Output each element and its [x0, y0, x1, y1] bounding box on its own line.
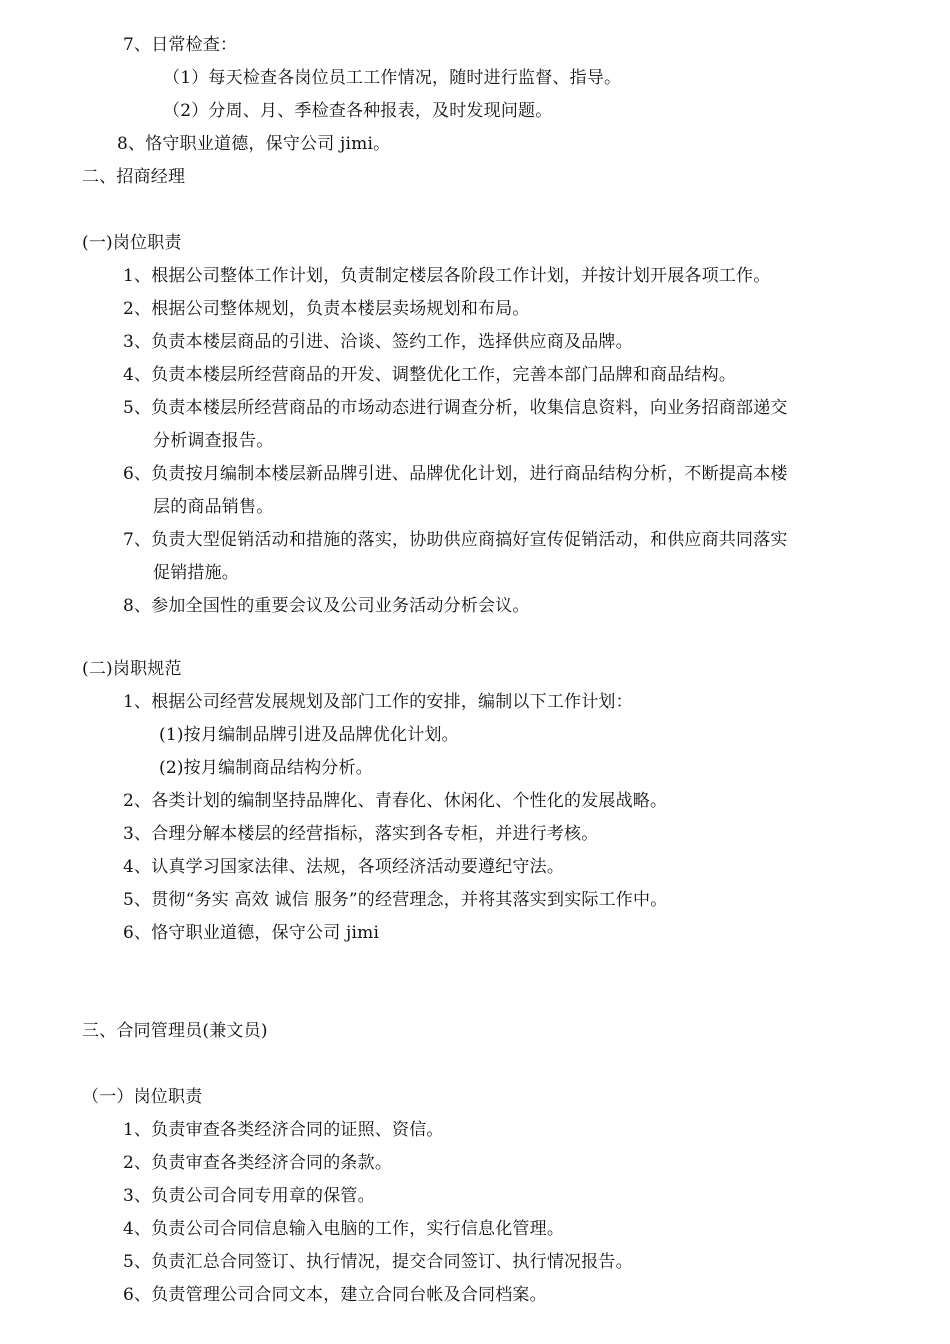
subsection-heading: (二)岗职规范 — [82, 659, 182, 679]
section-title: 二、招商经理 — [82, 167, 186, 187]
sub-list-item: （1）每天检查各岗位员工工作情况，随时进行监督、指导。 — [163, 68, 622, 88]
subsection-heading: (一)岗位职责 — [82, 233, 182, 253]
list-item-continuation: 促销措施。 — [153, 563, 239, 583]
list-item-continuation: 分析调查报告。 — [153, 431, 274, 451]
list-item: 7、负责大型促销活动和措施的落实，协助供应商搞好宣传促销活动，和供应商共同落实 — [123, 530, 788, 550]
list-item: 3、负责本楼层商品的引进、洽谈、签约工作，选择供应商及品牌。 — [123, 332, 633, 352]
list-item: 4、负责本楼层所经营商品的开发、调整优化工作，完善本部门品牌和商品结构。 — [123, 365, 737, 385]
list-item: 2、负责审查各类经济合同的条款。 — [123, 1153, 393, 1173]
list-item: 5、贯彻“务实 高效 诚信 服务”的经营理念，并将其落实到实际工作中。 — [123, 890, 668, 910]
list-item: 6、恪守职业道德，保守公司 jimi — [123, 923, 380, 943]
list-item: 4、负责公司合同信息输入电脑的工作，实行信息化管理。 — [123, 1219, 565, 1239]
list-item: 3、负责公司合同专用章的保管。 — [123, 1186, 375, 1206]
list-item: 4、认真学习国家法律、法规，各项经济活动要遵纪守法。 — [123, 857, 565, 877]
list-item: 5、负责本楼层所经营商品的市场动态进行调查分析，收集信息资料，向业务招商部递交 — [123, 398, 788, 418]
list-item: 3、合理分解本楼层的经营指标，落实到各专柜，并进行考核。 — [123, 824, 599, 844]
list-item: 8、参加全国性的重要会议及公司业务活动分析会议。 — [123, 596, 530, 616]
list-item: 2、各类计划的编制坚持品牌化、青春化、休闲化、个性化的发展战略。 — [123, 791, 668, 811]
list-item: 2、根据公司整体规划，负责本楼层卖场规划和布局。 — [123, 299, 530, 319]
subsection-heading: （一）岗位职责 — [82, 1087, 203, 1107]
list-item: 1、负责审查各类经济合同的证照、资信。 — [123, 1120, 444, 1140]
list-item-continuation: 层的商品销售。 — [153, 497, 274, 517]
list-item: 6、负责管理公司合同文本，建立合同台帐及合同档案。 — [123, 1285, 547, 1305]
sub-list-item: (1)按月编制品牌引进及品牌优化计划。 — [159, 725, 459, 745]
list-item: 8、恪守职业道德，保守公司 jimi。 — [117, 134, 391, 154]
list-item: 5、负责汇总合同签订、执行情况，提交合同签订、执行情况报告。 — [123, 1252, 633, 1272]
list-item: 1、根据公司整体工作计划，负责制定楼层各阶段工作计划，并按计划开展各项工作。 — [123, 266, 771, 286]
sub-list-item: （2）分周、月、季检查各种报表，及时发现问题。 — [163, 101, 553, 121]
section-title: 三、合同管理员(兼文员) — [82, 1021, 268, 1041]
list-item: 7、日常检查： — [123, 35, 238, 55]
list-item: 6、负责按月编制本楼层新品牌引进、品牌优化计划，进行商品结构分析，不断提高本楼 — [123, 464, 788, 484]
sub-list-item: (2)按月编制商品结构分析。 — [159, 758, 373, 778]
list-item: 1、根据公司经营发展规划及部门工作的安排，编制以下工作计划： — [123, 692, 633, 712]
